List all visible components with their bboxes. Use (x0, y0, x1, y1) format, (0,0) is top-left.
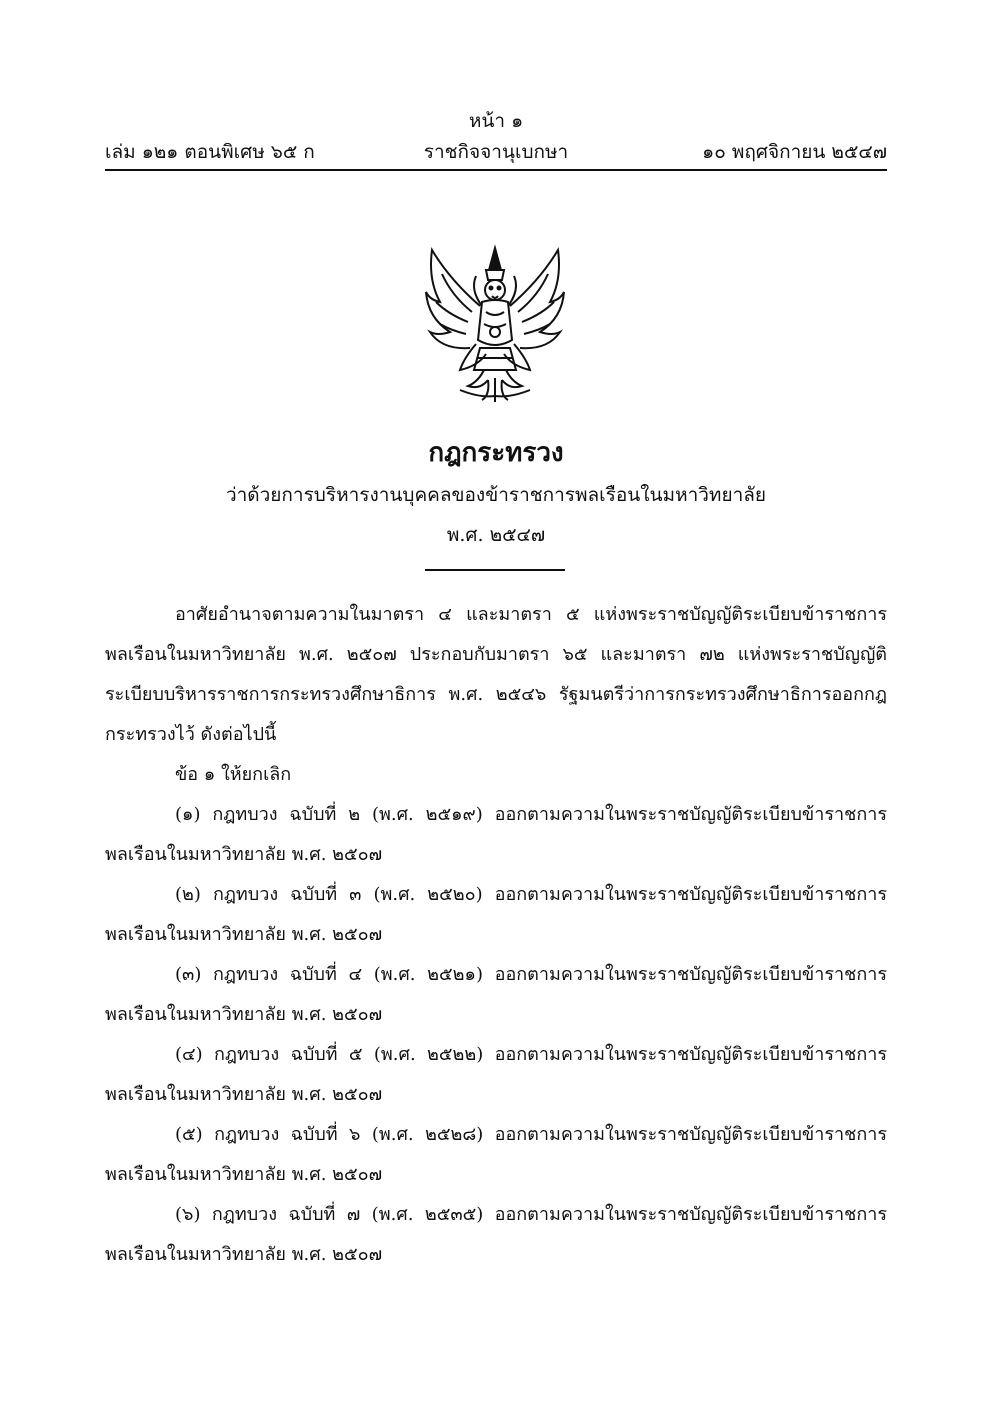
document-title: กฎกระทรวง (428, 438, 564, 468)
publication-date: ๑๐ พฤศจิกายน ๒๕๔๗ (702, 141, 887, 163)
volume-info: เล่ม ๑๒๑ ตอนพิเศษ ๖๕ ก (105, 141, 315, 163)
header-rule (105, 169, 887, 171)
document-subtitle: ว่าด้วยการบริหารงานบุคคลของข้าราชการพลเรือนในมหาวิทยาลัย (225, 484, 767, 506)
repeal-item-1: (๑) กฎทบวง ฉบับที่ ๒ (พ.ศ. ๒๕๑๙) ออกตามความในพระราชบัญญัติระเบียบข้าราชการพลเรือนในมหาวิทยาลัย พ.ศ. ๒๕๐๗ (105, 804, 887, 865)
repeal-item-5: (๕) กฎทบวง ฉบับที่ ๖ (พ.ศ. ๒๕๒๘) ออกตามความในพระราชบัญญัติระเบียบข้าราชการพลเรือนในมหาวิทยาลัย พ.ศ. ๒๕๐๗ (105, 1124, 887, 1185)
document-year: พ.ศ. ๒๕๔๗ (446, 524, 546, 546)
repeal-item-3: (๓) กฎทบวง ฉบับที่ ๔ (พ.ศ. ๒๕๒๑) ออกตามความในพระราชบัญญัติระเบียบข้าราชการพลเรือนในมหาวิทยาลัย พ.ศ. ๒๕๐๗ (105, 964, 887, 1025)
page-number: หน้า ๑ (468, 110, 524, 132)
repeal-item-6: (๖) กฎทบวง ฉบับที่ ๗ (พ.ศ. ๒๕๓๕) ออกตามความในพระราชบัญญัติระเบียบข้าราชการพลเรือนในมหาวิทยาลัย พ.ศ. ๒๕๐๗ (105, 1204, 887, 1265)
document-body (105, 595, 887, 1275)
gazette-header (105, 137, 887, 167)
repeal-item-4: (๔) กฎทบวง ฉบับที่ ๕ (พ.ศ. ๒๕๒๒) ออกตามความในพระราชบัญญัติระเบียบข้าราชการพลเรือนในมหาวิทยาลัย พ.ศ. ๒๕๐๗ (105, 1044, 887, 1105)
clause-1: ข้อ ๑ ให้ยกเลิก (175, 764, 292, 785)
garuda-emblem-icon (420, 240, 570, 405)
title-rule (425, 569, 565, 571)
gazette-name: ราชกิจจานุเบกษา (423, 141, 569, 163)
preamble-paragraph: อาศัยอำนาจตามความในมาตรา ๔ และมาตรา ๕ แห่งพระราชบัญญัติระเบียบข้าราชการพลเรือนในมหาวิทยาลัย พ.ศ. ๒๕๐๗ ประกอบกับมาตรา ๖๕ และมาตรา ๗๒ แห่งพระราชบัญญัติระเบียบบริหารราชการกระทรวงศึกษาธิการ พ.ศ. ๒๕๔๖ รัฐมนตรีว่าการกระทรวงศึกษาธิการออกกฎกระทรวงไว้ ดังต่อไปนี้ (105, 604, 887, 745)
repeal-item-2: (๒) กฎทบวง ฉบับที่ ๓ (พ.ศ. ๒๕๒๐) ออกตามความในพระราชบัญญัติระเบียบข้าราชการพลเรือนในมหาวิทยาลัย พ.ศ. ๒๕๐๗ (105, 884, 887, 945)
